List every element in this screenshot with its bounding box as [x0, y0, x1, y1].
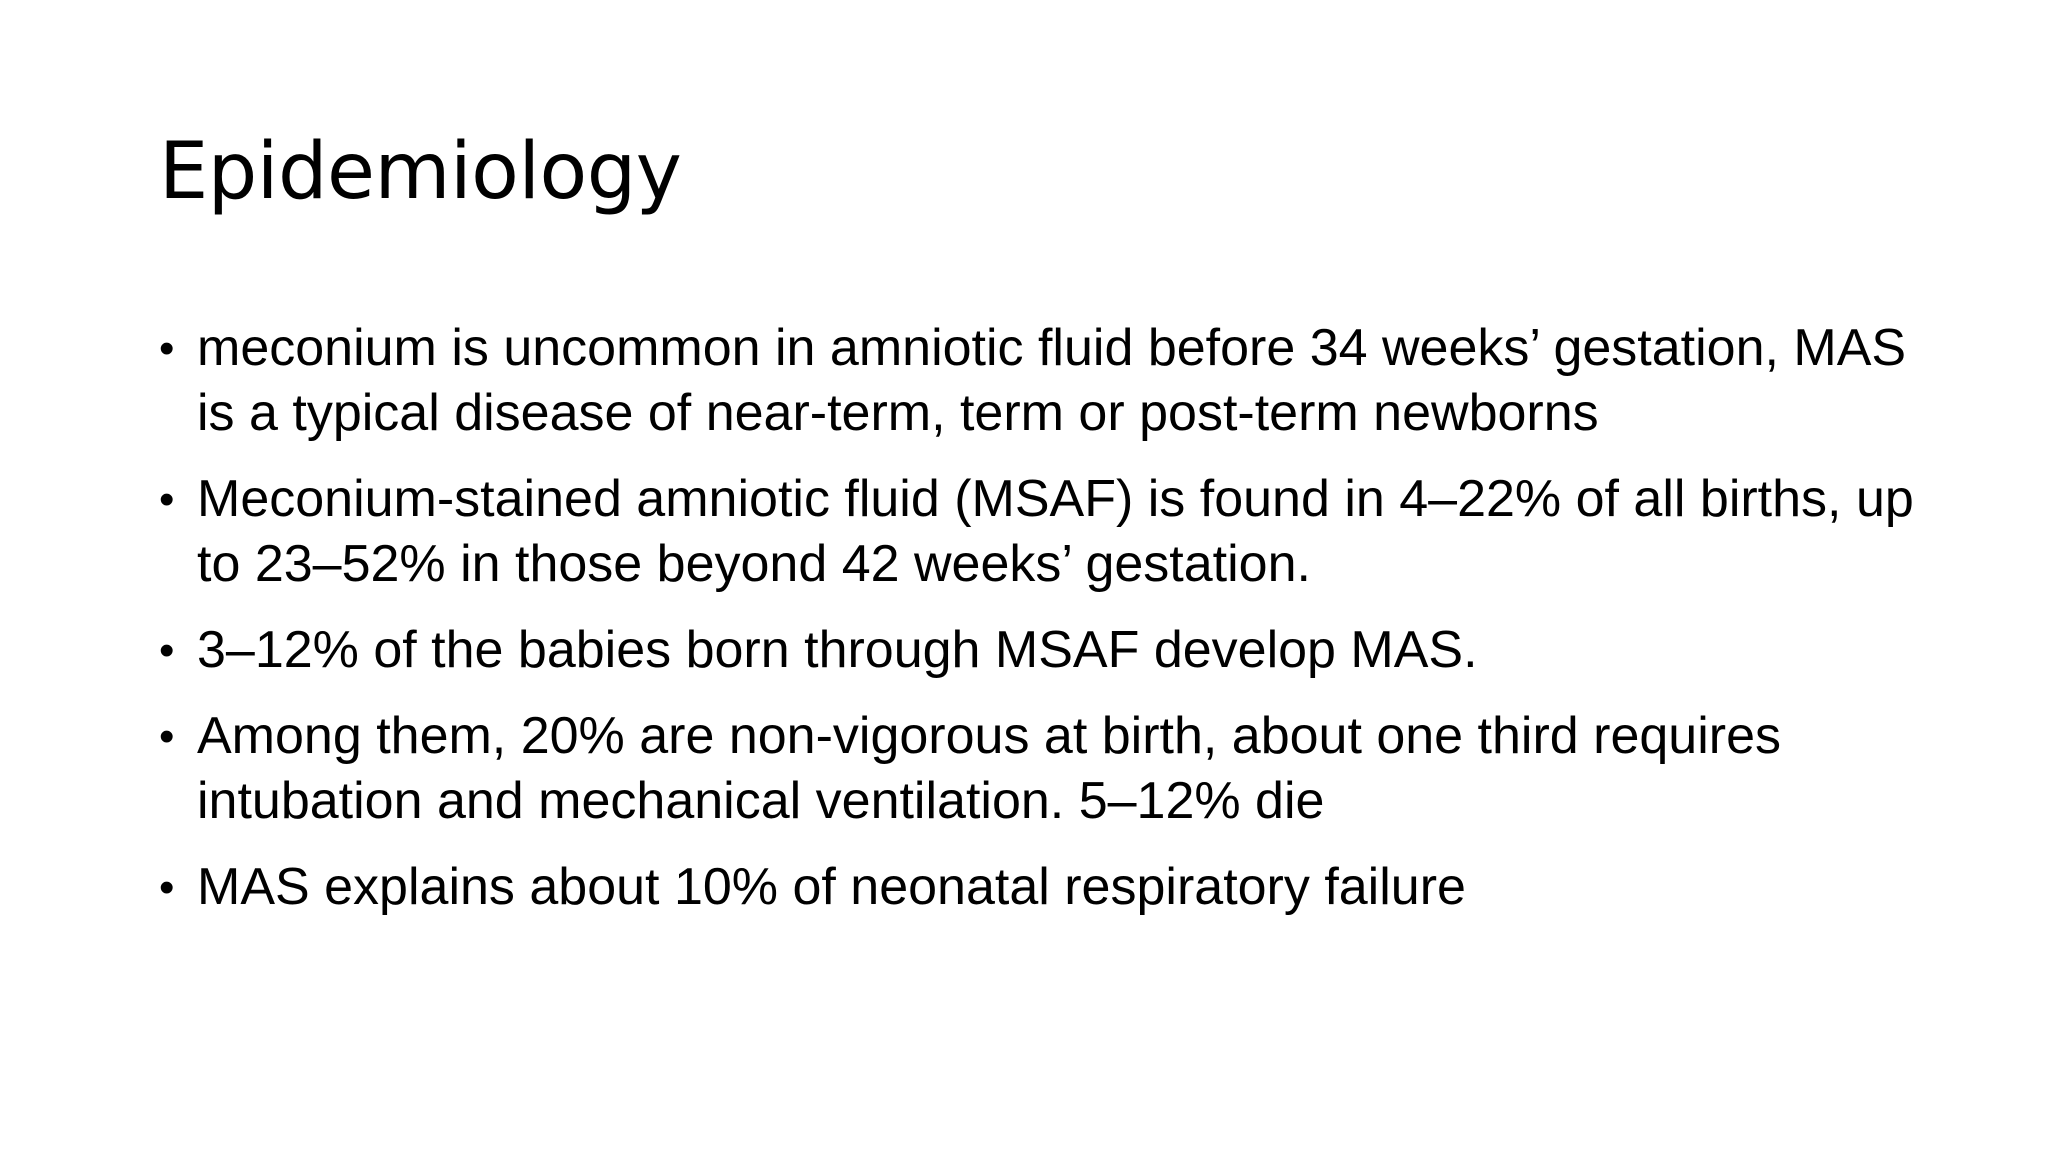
bullet-list	[159, 316, 1919, 941]
list-item	[159, 316, 1919, 446]
bullet-text: meconium is uncommon in amniotic fluid before 34 weeks’ gestation, MAS is a typical disease of near-term, term or post-term newborns	[197, 319, 1907, 442]
list-item	[159, 618, 1919, 683]
list-item	[159, 704, 1919, 834]
bullet-text: Among them, 20% are non-vigorous at birth, about one third requires intubation and mechanical ventilation. 5–12% die	[197, 707, 1782, 830]
bullet-text: 3–12% of the babies born through MSAF develop MAS.	[197, 621, 1478, 679]
bullet-text: Meconium-stained amniotic fluid (MSAF) is found in 4–22% of all births, up to 23–52% in those beyond 42 weeks’ gestation.	[197, 470, 1914, 593]
bullet-icon: •	[159, 712, 175, 761]
list-item	[159, 855, 1919, 920]
bullet-icon: •	[159, 626, 175, 675]
bullet-icon: •	[159, 863, 175, 912]
list-item	[159, 467, 1919, 597]
slide-title: Epidemiology	[159, 127, 682, 217]
bullet-icon: •	[159, 324, 175, 373]
bullet-text: MAS explains about 10% of neonatal respiratory failure	[197, 858, 1466, 916]
bullet-icon: •	[159, 475, 175, 524]
